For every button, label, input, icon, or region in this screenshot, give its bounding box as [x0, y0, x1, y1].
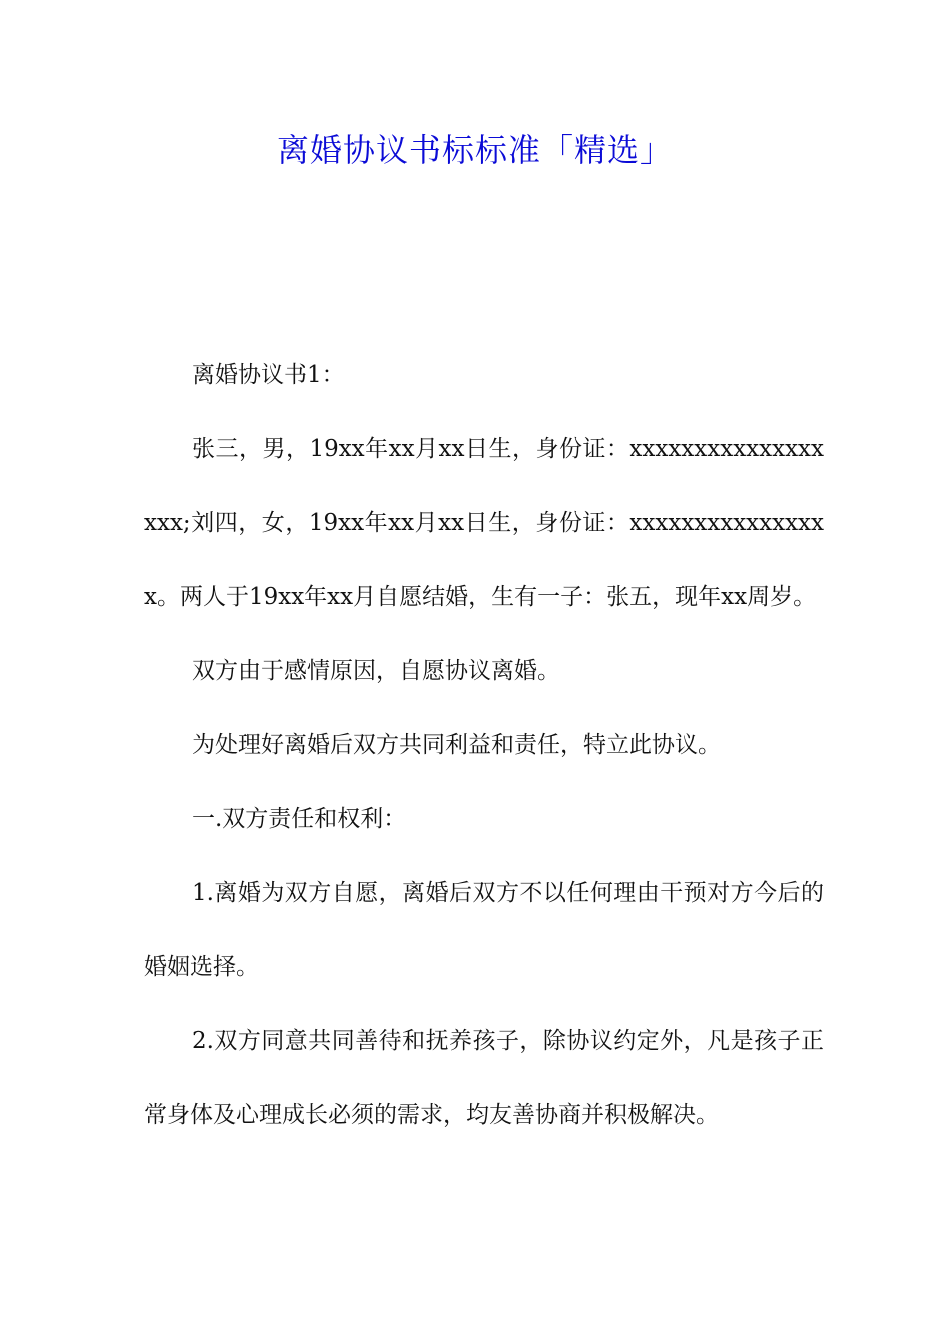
paragraph-heading: 离婚协议书1： — [192, 362, 345, 388]
paragraph-purpose: 为处理好离婚后双方共同利益和责任，特立此协议。 — [192, 732, 721, 758]
document-title: 离婚协议书标标准「精选」 — [276, 131, 673, 169]
section-heading-rights: 一.双方责任和权利： — [192, 806, 407, 832]
paragraph-reason: 双方由于感情原因，自愿协议离婚。 — [192, 658, 560, 684]
clause-2: 2.双方同意共同善待和抚养孩子，除协议约定外，凡是孩子正常身体及心理成长必须的需求，均友善协商并积极解决。 — [144, 1028, 824, 1128]
document-body — [144, 338, 824, 1152]
paragraph-parties: 张三，男，19xx年xx月xx日生，身份证：xxxxxxxxxxxxxxxxxx;刘四，女，19xx年xx月xx日生，身份证：xxxxxxxxxxxxxxxx。两人于19xx年xx月自愿结婚，生有一子：张五，现年xx周岁。 — [144, 436, 824, 610]
clause-1: 1.离婚为双方自愿，离婚后双方不以任何理由干预对方今后的婚姻选择。 — [144, 880, 824, 980]
